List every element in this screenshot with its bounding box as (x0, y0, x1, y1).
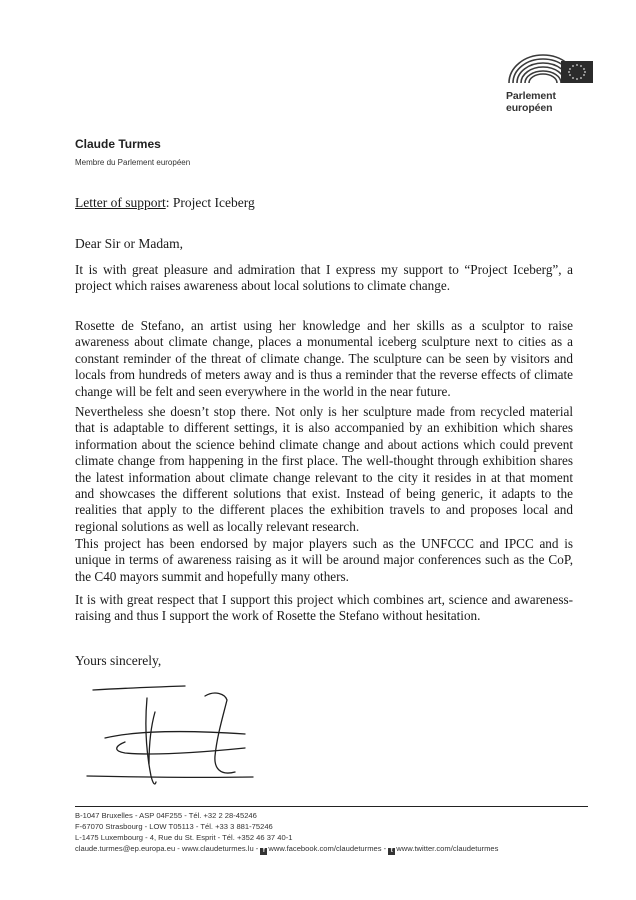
twitter-icon: t (388, 848, 395, 855)
institution-name: Parlement européen (506, 90, 556, 114)
body-paragraph: It is with great respect that I support this project which combines art, science and awareness-raising and thus I support the work of Rosette the Stefano without hesitation. (75, 592, 573, 624)
subject-text: Project Iceberg (169, 195, 255, 210)
footer-address-brussels: B-1047 Bruxelles - ASP 04F255 - Tél. +32 2 28-45246 (75, 811, 257, 820)
footer-contact (75, 810, 498, 855)
body-paragraph: Rosette de Stefano, an artist using her knowledge and her skills as a sculptor to raise awareness about climate change, places a monumental iceberg sculpture next to cities as a constant reminder of the threat of climate change. The sculpture can be seen by visitors and locals from hundreds of meters away and is thus a reminder that the reverse effects of climate change will be felt and seen everywhere in the world in the near future. (75, 318, 573, 399)
footer-website[interactable]: www.claudeturmes.lu (181, 844, 254, 853)
footer-facebook[interactable]: www.facebook.com/claudeturmes (268, 844, 382, 853)
salutation: Dear Sir or Madam, (75, 236, 183, 251)
closing: Yours sincerely, (75, 653, 162, 668)
footer-email[interactable]: claude.turmes@ep.europa.eu (75, 844, 176, 853)
footer-online-contacts: claude.turmes@ep.europa.eu - www.claudeturmes.lu - f www.facebook.com/claudeturmes - t www.twitter.com/claudeturmes (75, 844, 499, 854)
footer-address-strasbourg: F-67070 Strasbourg - LOW T05113 - Tél. +33 3 881-75246 (75, 822, 273, 831)
body-paragraph: It is with great pleasure and admiration that I express my support to “Project Iceberg”, a project which raises awareness about local solutions to climate change. (75, 262, 573, 294)
footer-twitter[interactable]: www.twitter.com/claudeturmes (396, 844, 499, 853)
body-paragraph: This project has been endorsed by major players such as the UNFCCC and IPCC and is unique in terms of awareness raising as it will be around major conferences such as the CoP, the C40 mayors summit and hopefully many others. (75, 536, 573, 584)
body-paragraph: Nevertheless she doesn’t stop there. Not only is her sculpture made from recycled material that is adaptable to different settings, it is also accompanied by an exhibition which shares information about the science behind climate change and about actions which could prevent climate change from happening in the first place. The well-thought through exhibition shares the latest information about climate change relevant to the city it resides in at that moment and showcases the different solutions that exist. Instead of being generic, it adapts to the realities that apply to the different places the exhibition travels to and proposes local and regional solutions as well as locally relevant research. (75, 404, 573, 534)
footer-divider (75, 806, 588, 807)
footer-address-luxembourg: L-1475 Luxembourg - 4, Rue du St. Esprit - Tél. +352 46 37 40-1 (75, 833, 293, 842)
subject-separator: : (165, 195, 170, 210)
sender-name: Claude Turmes (75, 137, 161, 151)
sender-role: Membre du Parlement européen (75, 158, 191, 167)
handwritten-signature (85, 676, 265, 796)
letter-subject (75, 195, 255, 211)
subject-label: Letter of support (75, 195, 166, 210)
facebook-icon: f (260, 848, 267, 855)
